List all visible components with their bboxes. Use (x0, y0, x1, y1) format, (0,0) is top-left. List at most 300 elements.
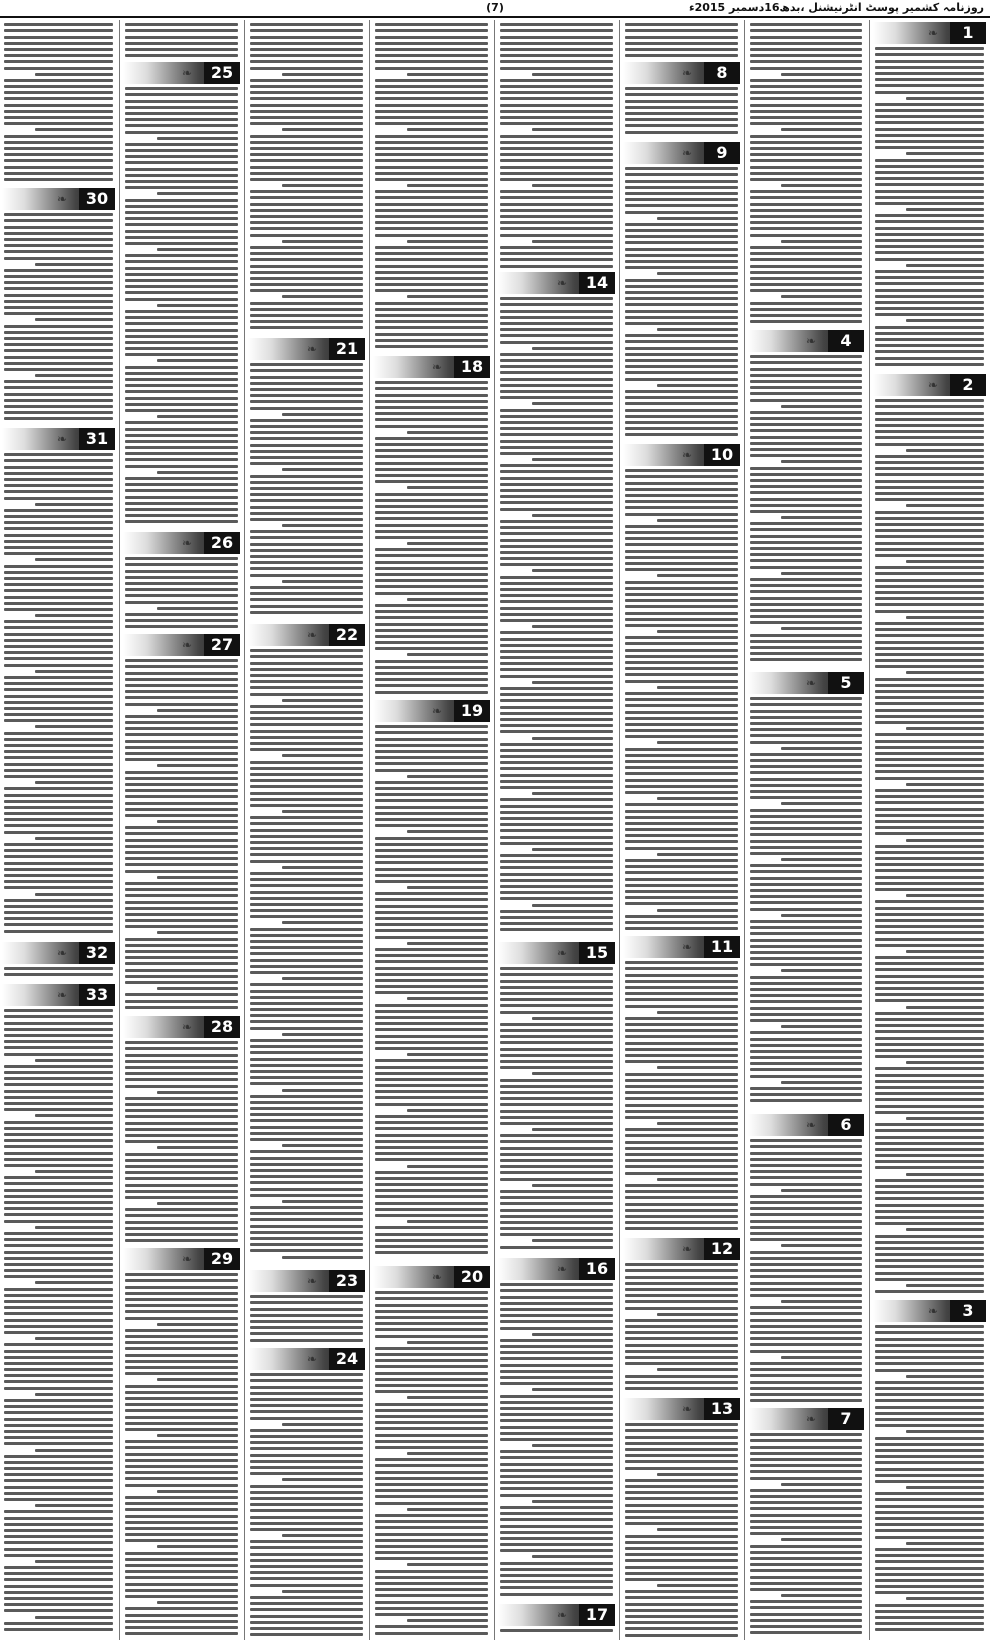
leaf-ornament-icon: ❧ (681, 1242, 692, 1256)
text-line (125, 613, 238, 616)
item-body-text (873, 399, 986, 1293)
text-line (4, 633, 113, 636)
text-line (750, 467, 862, 470)
text-line (250, 742, 363, 745)
text-line (875, 1455, 984, 1458)
text-line (750, 784, 862, 787)
text-line (250, 1045, 363, 1048)
text-line (375, 227, 488, 230)
text-line (4, 343, 113, 346)
text-line (750, 609, 862, 612)
text-line (125, 601, 238, 604)
text-line (625, 692, 738, 695)
text-line (282, 468, 363, 471)
text-line (500, 998, 613, 1001)
text-line (250, 234, 363, 237)
text-line (875, 610, 984, 613)
text-line (250, 605, 363, 608)
text-line (657, 1473, 738, 1476)
text-line (125, 588, 238, 591)
text-line (250, 1398, 363, 1401)
text-line (625, 1172, 738, 1175)
text-line (875, 981, 984, 984)
text-line (875, 1049, 984, 1052)
text-line (250, 934, 363, 937)
text-line (500, 23, 613, 26)
text-line (407, 295, 488, 298)
text-line (875, 968, 984, 971)
text-line (125, 458, 238, 461)
text-line (625, 927, 738, 930)
text-line (125, 777, 238, 780)
item-number: 32 (79, 942, 115, 964)
text-line (875, 566, 984, 569)
text-line (125, 703, 238, 706)
text-line (250, 959, 363, 962)
text-line (4, 886, 113, 889)
text-line (625, 1294, 738, 1297)
text-line (375, 1520, 488, 1523)
text-line (125, 1128, 238, 1131)
news-column (2, 20, 115, 1640)
text-line (125, 223, 238, 226)
text-line (250, 1584, 363, 1587)
text-line (875, 1074, 984, 1077)
text-line (500, 656, 613, 659)
text-line (875, 511, 984, 514)
text-line (250, 289, 363, 292)
text-line (4, 257, 113, 260)
text-line (500, 706, 613, 709)
text-line (4, 472, 113, 475)
text-line (250, 1633, 363, 1636)
text-line (4, 147, 113, 150)
text-line (250, 1373, 363, 1376)
text-line (500, 1091, 613, 1094)
text-line (4, 141, 113, 144)
text-line (157, 987, 238, 990)
text-line (375, 1607, 488, 1610)
text-line (250, 773, 363, 776)
text-line (375, 1177, 488, 1180)
text-line (750, 1207, 862, 1210)
text-line (250, 952, 363, 955)
leaf-ornament-icon: ❧ (56, 192, 67, 206)
text-line (157, 1202, 238, 1205)
text-line (35, 1504, 113, 1507)
text-line (625, 1423, 738, 1426)
text-line (625, 1350, 738, 1353)
text-line (125, 1097, 238, 1100)
text-line (375, 1489, 488, 1492)
text-line (4, 515, 113, 518)
text-line (375, 326, 488, 329)
text-line (750, 603, 862, 606)
text-line (250, 67, 363, 70)
text-line (250, 891, 363, 894)
text-line (532, 240, 613, 243)
text-line (4, 1306, 113, 1309)
text-line (500, 631, 613, 634)
text-line (375, 252, 488, 255)
item-body-text (623, 1263, 740, 1390)
text-line (500, 1153, 613, 1156)
item-number-bar (873, 1300, 986, 1322)
text-line (4, 695, 113, 698)
item-number: 25 (204, 62, 240, 84)
text-line (125, 1570, 238, 1573)
text-line (625, 1436, 738, 1439)
text-line (500, 718, 613, 721)
text-line (250, 1528, 363, 1531)
text-line (750, 1038, 862, 1041)
text-line (750, 1381, 862, 1384)
text-line (625, 1541, 738, 1544)
text-line (250, 940, 363, 943)
text-line (500, 973, 613, 976)
text-line (125, 1558, 238, 1561)
text-line (4, 1071, 113, 1074)
text-line (875, 913, 984, 916)
text-line (625, 1005, 738, 1008)
text-line (750, 190, 862, 193)
text-line (500, 1494, 613, 1497)
text-line (250, 1064, 363, 1067)
text-line (250, 909, 363, 912)
text-line (375, 333, 488, 336)
text-line (375, 610, 488, 613)
text-line (125, 260, 238, 263)
text-line (4, 104, 113, 107)
text-line (875, 659, 984, 662)
text-line (532, 569, 613, 572)
text-line (750, 1551, 862, 1554)
text-line (125, 795, 238, 798)
text-line (625, 1282, 738, 1285)
text-line (4, 1609, 113, 1612)
text-line (250, 1126, 363, 1129)
text-line (500, 607, 613, 610)
text-line (4, 490, 113, 493)
text-line (4, 589, 113, 592)
text-line (4, 868, 113, 871)
text-line (625, 791, 738, 794)
text-line (4, 911, 113, 914)
text-line (4, 763, 113, 766)
text-line (500, 1463, 613, 1466)
text-line (375, 1251, 488, 1254)
text-line (4, 1405, 113, 1408)
text-line (875, 820, 984, 823)
text-line (250, 792, 363, 795)
text-line (125, 316, 238, 319)
text-line (250, 314, 363, 317)
text-line (500, 310, 613, 313)
text-line (906, 1430, 984, 1433)
text-line (625, 1319, 738, 1322)
text-line (875, 919, 984, 922)
text-line (625, 760, 738, 763)
text-line (875, 295, 984, 298)
text-line (375, 781, 488, 784)
text-line (500, 1580, 613, 1583)
text-line (781, 516, 862, 519)
text-line (875, 1536, 984, 1539)
news-column (623, 20, 740, 1640)
text-line (875, 987, 984, 990)
text-line (657, 1584, 738, 1587)
text-line (250, 680, 363, 683)
text-line (875, 1604, 984, 1607)
text-line (781, 1189, 862, 1192)
text-line (250, 1596, 363, 1599)
text-line (375, 954, 488, 957)
text-line (781, 1300, 862, 1303)
text-line (500, 1395, 613, 1398)
text-line (625, 967, 738, 970)
item-number: 26 (204, 532, 240, 554)
text-line (625, 1276, 738, 1279)
text-line (750, 522, 862, 525)
text-line (375, 691, 488, 694)
text-line (125, 582, 238, 585)
text-line (250, 1231, 363, 1234)
text-line (625, 167, 738, 170)
text-line (4, 787, 113, 790)
text-line (125, 1286, 238, 1289)
text-line (375, 1297, 488, 1300)
text-line (125, 975, 238, 978)
text-line (125, 1006, 238, 1009)
text-line (750, 1044, 862, 1047)
text-line (657, 1011, 738, 1014)
text-line (781, 1483, 862, 1486)
text-line (375, 799, 488, 802)
news-item (373, 354, 490, 698)
text-line (4, 1300, 113, 1303)
text-line (375, 948, 488, 951)
text-line (4, 905, 113, 908)
text-line (781, 1594, 862, 1597)
text-line (375, 122, 488, 125)
text-line (875, 1443, 984, 1446)
text-line (625, 1535, 738, 1538)
text-line (657, 519, 738, 522)
text-line (375, 731, 488, 734)
text-line (4, 1015, 113, 1018)
text-line (35, 558, 113, 561)
text-line (4, 60, 113, 63)
text-line (407, 886, 488, 889)
text-line (4, 1486, 113, 1489)
text-line (500, 687, 613, 690)
text-line (4, 732, 113, 735)
item-number-bar (623, 444, 740, 466)
text-line (375, 973, 488, 976)
text-line (750, 1312, 862, 1315)
text-line (875, 455, 984, 458)
text-line (4, 688, 113, 691)
text-line (875, 931, 984, 934)
text-line (875, 72, 984, 75)
text-line (875, 399, 984, 402)
text-line (125, 1607, 238, 1610)
text-line (750, 436, 862, 439)
text-line (4, 552, 113, 555)
text-line (750, 361, 862, 364)
text-line (375, 387, 488, 390)
text-line (250, 104, 363, 107)
text-line (35, 503, 113, 506)
text-line (375, 1202, 488, 1205)
text-line (125, 384, 238, 387)
text-line (125, 1459, 238, 1462)
text-line (625, 816, 738, 819)
item-body-text (498, 967, 615, 1248)
text-line (250, 1379, 363, 1382)
item-number-bar (373, 356, 490, 378)
text-line (125, 131, 238, 134)
text-line (250, 1516, 363, 1519)
text-line (250, 1559, 363, 1562)
text-line (500, 365, 613, 368)
text-line (250, 1447, 363, 1450)
text-line (750, 1477, 862, 1480)
text-line (250, 761, 363, 764)
text-line (625, 766, 738, 769)
text-line (157, 820, 238, 823)
text-line (750, 498, 862, 501)
text-line (157, 1545, 238, 1548)
news-item (123, 1246, 240, 1640)
text-line (500, 159, 613, 162)
text-line (35, 1616, 113, 1619)
text-line (375, 1384, 488, 1387)
text-line (500, 1345, 613, 1348)
text-line (625, 359, 738, 362)
text-line (250, 450, 363, 453)
text-line (125, 428, 238, 431)
text-line (625, 587, 738, 590)
text-line (875, 498, 984, 501)
text-line (4, 608, 113, 611)
news-item (248, 1346, 365, 1640)
text-line (125, 1496, 238, 1499)
text-line (4, 571, 113, 574)
leaf-ornament-icon: ❧ (927, 1304, 938, 1318)
text-line (750, 1019, 862, 1022)
text-line (4, 1548, 113, 1551)
text-line (625, 1375, 738, 1378)
text-line (532, 1333, 613, 1336)
text-line (750, 815, 862, 818)
text-line (750, 1588, 862, 1591)
text-line (250, 1237, 363, 1240)
text-line (125, 1360, 238, 1363)
text-line (875, 1511, 984, 1514)
text-line (625, 896, 738, 899)
text-line (4, 1053, 113, 1056)
text-line (532, 1555, 613, 1558)
text-line (750, 227, 862, 230)
text-line (750, 840, 862, 843)
text-line (125, 1122, 238, 1125)
text-line (4, 166, 113, 169)
text-line (750, 1452, 862, 1455)
text-line (375, 536, 488, 539)
text-line (625, 986, 738, 989)
text-line (250, 42, 363, 45)
text-line (157, 764, 238, 767)
text-line (500, 1512, 613, 1515)
text-line (750, 796, 862, 799)
text-line (4, 1368, 113, 1371)
text-line (125, 727, 238, 730)
text-line (750, 932, 862, 935)
text-line (875, 109, 984, 112)
text-line (125, 186, 238, 189)
text-line (375, 153, 488, 156)
text-line (375, 1353, 488, 1356)
text-line (500, 532, 613, 535)
text-line (4, 1158, 113, 1161)
text-line (625, 556, 738, 559)
item-number-bar (2, 942, 115, 964)
text-line (875, 1024, 984, 1027)
text-line (125, 832, 238, 835)
text-line (625, 612, 738, 615)
text-line (250, 1441, 363, 1444)
text-line (250, 308, 363, 311)
text-line (532, 402, 613, 405)
text-line (500, 464, 613, 467)
leaf-ornament-icon: ❧ (306, 1274, 317, 1288)
text-line (500, 203, 613, 206)
text-line (625, 421, 738, 424)
text-line (250, 1132, 363, 1135)
text-line (125, 594, 238, 597)
item-number-bar (248, 624, 365, 646)
text-line (4, 1461, 113, 1464)
text-line (750, 97, 862, 100)
text-line (250, 215, 363, 218)
text-line (875, 770, 984, 773)
text-line (875, 938, 984, 941)
text-line (500, 644, 613, 647)
text-line (500, 891, 613, 894)
text-line (125, 180, 238, 183)
text-line (750, 392, 862, 395)
item-number: 24 (329, 1348, 365, 1370)
text-line (750, 1600, 862, 1603)
text-line (125, 477, 238, 480)
leaf-ornament-icon: ❧ (681, 940, 692, 954)
text-line (250, 649, 363, 652)
news-item (123, 60, 240, 530)
text-line (500, 980, 613, 983)
text-line (625, 525, 738, 528)
text-line (4, 1108, 113, 1111)
text-line (35, 1226, 113, 1229)
text-line (4, 85, 113, 88)
text-line (500, 48, 613, 51)
text-line (625, 878, 738, 881)
text-line (875, 900, 984, 903)
text-line (250, 1206, 363, 1209)
text-line (4, 527, 113, 530)
text-line (500, 1196, 613, 1199)
text-line (875, 523, 984, 526)
